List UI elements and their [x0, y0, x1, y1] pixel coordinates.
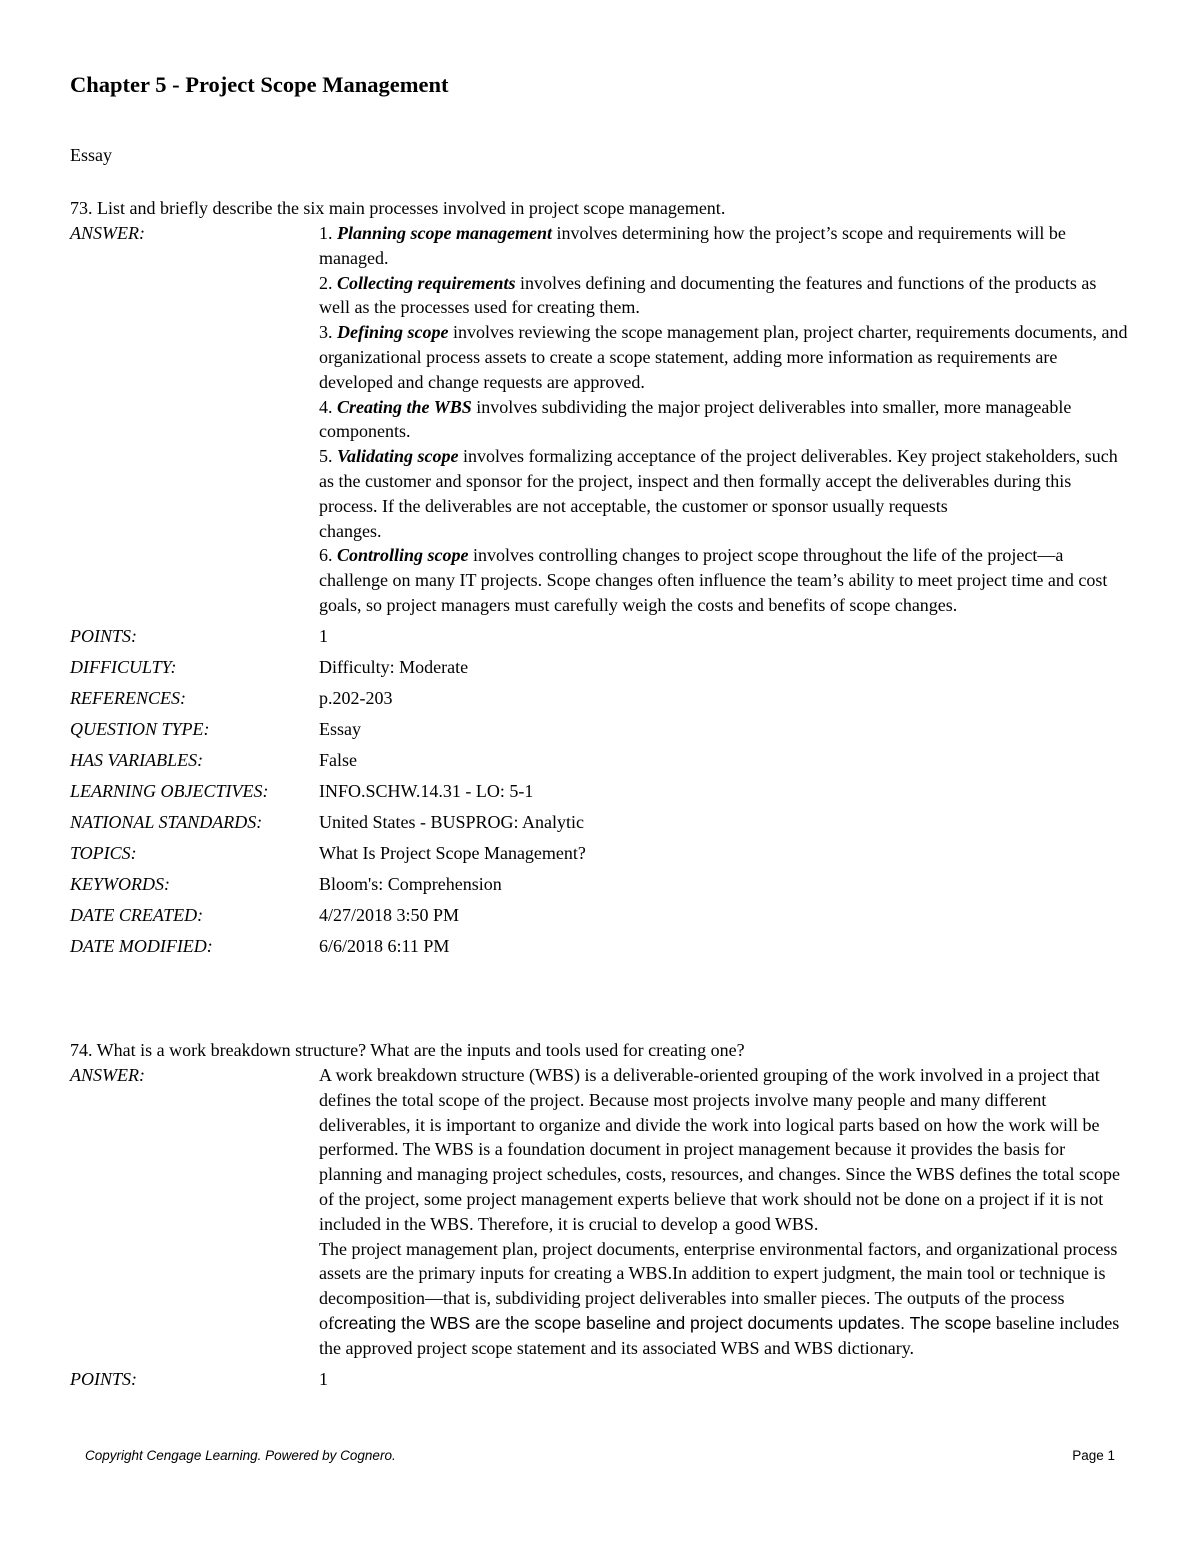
answer-label: ANSWER: [70, 223, 145, 243]
answer-item: 4. Creating the WBS involves subdividing the major project deliverables into smaller, more manageable components. [319, 396, 1072, 442]
meta-row-question-type: QUESTION TYPE: Essay [70, 718, 361, 739]
answer-item: 6. Controlling scope involves controlling changes to project scope throughout the life of the project—a challenge on many IT projects. Scope changes often influence the team’s ability to meet project time and cost goals, so project managers must carefully weigh the costs and benefits of scope changes. [319, 545, 1108, 615]
answer-paragraph: The project management plan, project documents, enterprise environmental factors, and organizational process assets are the primary inputs for creating a WBS.In addition to expert judgment, the main tool or technique is decomposition—that is, subdividing project deliverables into smaller pieces. The outputs of the process ofcreating the WBS are the scope baseline and project documents updates. The scope baseline includes the approved project scope statement and its associated WBS and WBS dictionary. [319, 1238, 1120, 1358]
question-text: 74. What is a work breakdown structure? What are the inputs and tools used for creating one? [70, 1040, 745, 1060]
meta-row-has-variables: HAS VARIABLES: False [70, 749, 357, 770]
question-metadata [70, 1364, 1150, 1395]
question-text: 73. List and briefly describe the six main processes involved in project scope management. [70, 198, 726, 218]
copyright-text: Copyright Cengage Learning. Powered by Cognero. [85, 1448, 396, 1463]
meta-row-points: POINTS: 1 [70, 1368, 328, 1389]
question-73 [70, 196, 1150, 962]
meta-row-keywords: KEYWORDS: Bloom's: Comprehension [70, 873, 502, 894]
answer-term: Planning scope management [337, 223, 553, 243]
answer-row [70, 1063, 1150, 1361]
answer-row [70, 221, 1150, 618]
answer-item: changes. [319, 520, 382, 541]
meta-row-difficulty: DIFFICULTY: Difficulty: Moderate [70, 656, 469, 677]
section-heading: Essay [70, 145, 112, 165]
answer-item: 1. Planning scope management involves determining how the project’s scope and requirements will be managed. [319, 223, 1066, 268]
question-74 [70, 1038, 1150, 1395]
answer-term: Validating scope [337, 446, 459, 467]
answer-item: 5. Validating scope involves formalizing acceptance of the project deliverables. Key project stakeholders, such as the customer and sponsor for the project, inspect and then formally accept the deliverables during this process. If the deliverables are not acceptable, the customer or sponsor usually requests [319, 446, 1118, 516]
question-metadata [70, 621, 1150, 962]
meta-row-learning-objectives: LEARNING OBJECTIVES: INFO.SCHW.14.31 - LO: 5-1 [70, 780, 534, 801]
meta-row-references: REFERENCES: p.202-203 [70, 687, 393, 708]
answer-term: Controlling scope [337, 545, 469, 566]
answer-body [319, 1063, 1129, 1361]
answer-item: 2. Collecting requirements involves defining and documenting the features and functions of the products as well as the processes used for creating them. [319, 272, 1097, 318]
meta-row-national-standards: NATIONAL STANDARDS: United States - BUSPROG: Analytic [70, 811, 584, 832]
answer-term: Defining scope [337, 322, 449, 343]
answer-term: Creating the WBS [337, 396, 472, 417]
answer-term: Collecting requirements [337, 272, 516, 293]
page-number: Page 1 [1072, 1448, 1115, 1463]
meta-row-points: POINTS: 1 [70, 625, 328, 646]
answer-body [319, 221, 1129, 618]
answer-paragraph: A work breakdown structure (WBS) is a deliverable-oriented grouping of the work involved in a project that defines the total scope of the project. Because most projects involve many people and many different deliverables, it is important to organize and divide the work into logical parts based on how the work will be performed. The WBS is a foundation document in project management because it provides the basis for planning and managing project schedules, costs, resources, and changes. Since the WBS defines the total scope of the project, some project management experts believe that work should not be done on a project if it is not included in the WBS. Therefore, it is crucial to develop a good WBS. [319, 1065, 1120, 1234]
answer-item: 3. Defining scope involves reviewing the scope management plan, project charter, requirements documents, and organizational process assets to create a scope statement, adding more information as requirements are developed and change requests are approved. [319, 322, 1128, 392]
meta-row-date-modified: DATE MODIFIED: 6/6/2018 6:11 PM [70, 935, 450, 956]
answer-label: ANSWER: [70, 1065, 145, 1085]
page-title: Chapter 5 - Project Scope Management [70, 72, 449, 97]
meta-row-topics: TOPICS: What Is Project Scope Management? [70, 842, 586, 863]
meta-row-date-created: DATE CREATED: 4/27/2018 3:50 PM [70, 904, 460, 925]
